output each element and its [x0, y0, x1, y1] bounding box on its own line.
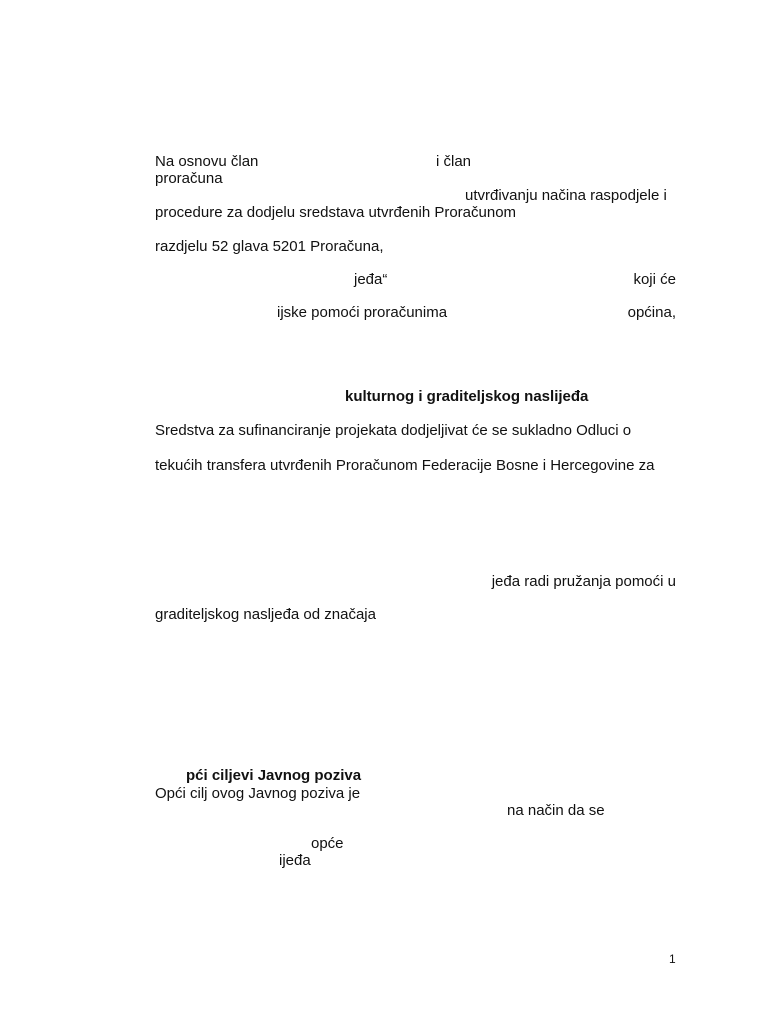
intro-line-3: utvrđivanju načina raspodjele i	[465, 187, 667, 204]
intro-line-5: razdjelu 52 glava 5201 Proračuna,	[155, 238, 384, 255]
goals-line-4: ijeđa	[279, 852, 311, 869]
paragraph-line-4: graditeljskog nasljeđa od značaja	[155, 606, 376, 623]
goals-line-1: Opći cilj ovog Javnog poziva je	[155, 785, 361, 802]
goals-line-2: na način da se	[507, 802, 605, 819]
paragraph-line-3: jeđa radi pružanja pomoći u	[491, 573, 676, 590]
paragraph-line-1: Sredstva za sufinanciranje projekata dodjeljivat će se sukladno Odluci o	[155, 422, 632, 439]
intro-line-7-end: općina,	[627, 304, 676, 321]
section-heading-heritage: kulturnog i graditeljskog naslijeđa	[345, 388, 589, 405]
intro-line-6-end: koji će	[633, 271, 676, 288]
intro-line-7-start: ijske pomoći proračunima	[277, 304, 448, 321]
intro-line-1-end: i član	[436, 153, 472, 170]
intro-line-6-start: jeđa“	[354, 271, 388, 288]
intro-line-1-start: Na osnovu član	[155, 153, 259, 170]
intro-line-4: procedure za dodjelu sredstava utvrđenih Proračunom	[155, 204, 517, 221]
intro-line-2: proračuna	[155, 170, 223, 187]
page-number: 1	[669, 952, 676, 966]
section-heading-goals: pći ciljevi Javnog poziva	[186, 767, 362, 784]
paragraph-line-2: tekućih transfera utvrđenih Proračunom Federacije Bosne i Hercegovine za	[155, 457, 655, 474]
goals-line-3: opće	[311, 835, 344, 852]
